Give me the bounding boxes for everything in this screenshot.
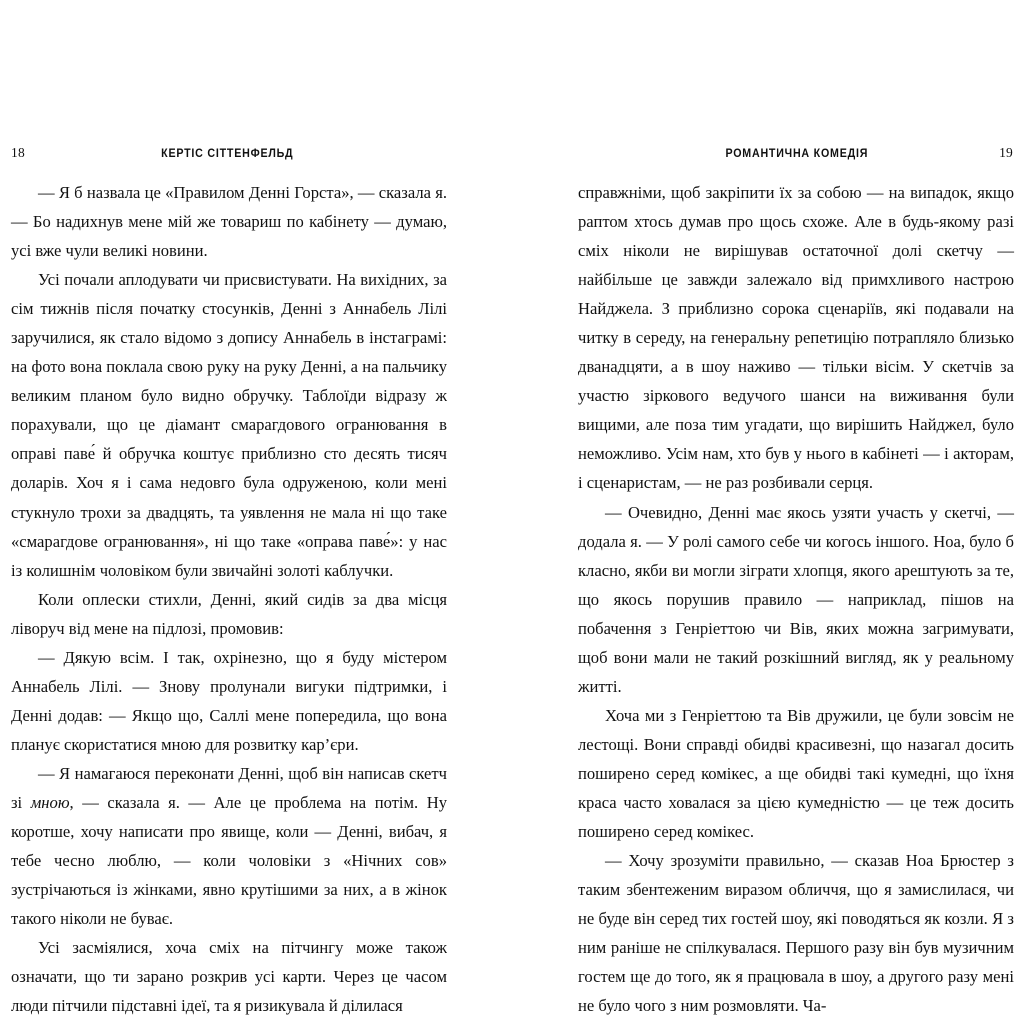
paragraph: Усі засміялися, хоча сміх на пітчингу може також означати, що ти зарано розкрив усі карти. Через це часом люди пітчили підставні ідеї, та я ризикувала й ділилася bbox=[11, 938, 447, 1016]
left-page-running-head-row bbox=[11, 143, 446, 163]
left-page-text-column bbox=[11, 178, 447, 1020]
emphasized-word: мною bbox=[30, 792, 70, 812]
paragraph: — Дякую всім. І так, охрінезно, що я буду містером Аннабель Лілі. — Знову пролунали вигуки підтримки, і Денні додав: — Якщо що, Саллі мене попередила, що вона планує скористатися мною для розвитку кар’єри. bbox=[11, 647, 447, 754]
right-page-running-head-title: РОМАНТИЧНА КОМЕДІЯ bbox=[725, 146, 869, 160]
paragraph: Усі почали аплодувати чи присвистувати. На вихідних, за сім тижнів після початку стосунків, Денні з Аннабель Лілі заручилися, як стало відомо з допису Аннабель в інстаграмі: на фото вона поклала свою руку на руку Денні, а на пальчику великим планом було видно обручку. Таблоїди відразу ж порахували, що це діамант смарагдового огранювання в оправі паве́ й обручка коштує приблизно сто десять тисяч доларів. Хоч я і сама недовго була одруженою, коли мені стукнуло трохи за двадцять, та уявлення не мала ні що таке «смарагдове огранювання», ні що таке «оправа паве́»: у нас із колишнім чоловіком були звичайні золоті каблучки. bbox=[11, 270, 447, 580]
right-page-running-head-row bbox=[578, 143, 1013, 163]
right-page bbox=[512, 0, 1024, 1024]
paragraph: — Я б назвала це «Правилом Денні Горста», — сказала я. — Бо надихнув мене мій же товариш по кабінету — думаю, усі вже чули великі новини. bbox=[11, 183, 447, 261]
paragraph: — Очевидно, Денні має якось узяти участь у скетчі, — додала я. — У ролі самого себе чи когось іншого. Ноа, було б класно, якби ви могли зіграти хлопця, якого арештують за те, що якось порушив правило — наприклад, пішов на побачення з Генріеттою чи Вів, яких можна загримувати, щоб вони мали не такий розкішний вигляд, як у реальному житті. bbox=[578, 502, 1014, 696]
paragraph-continued: справжніми, щоб закріпити їх за собою — на випадок, якщо раптом хтось думав про щось схоже. Але в будь-якому разі сміх ніколи не вирішував остаточної долі скетчу — найбільше це завжди залежало від примхливого настрою Найджела. З приблизно сорока сценаріїв, які подавали на читку в середу, на генеральну репетицію потрапляло близько дванадцяти, а в шоу наживо — тільки вісім. У скетчів за участю зіркового ведучого шанси на виживання були вищими, але поза тим угадати, що вирішить Найджел, було неможливо. Усім нам, хто був у нього в кабінеті — і акторам, і сценаристам, — не раз розбивали серця. bbox=[578, 183, 1014, 493]
paragraph: Коли оплески стихли, Денні, який сидів за два місця ліворуч від мене на підлозі, промовив: bbox=[11, 589, 447, 638]
paragraph: — Хочу зрозуміти правильно, — сказав Ноа Брюстер з таким збентеженим виразом обличчя, що я замислилася, чи не буде він серед тих гостей шоу, які поводяться як козли. Я з ним раніше не спілкувалася. Першого разу він був музичним гостем ще до того, як я працювала в шоу, а другого разу мені не було чого з ним розмовляти. Ча- bbox=[578, 851, 1014, 1016]
paragraph: Хоча ми з Генріеттою та Вів дружили, це були зовсім не лестощі. Вони справді обидві красивезні, що назагал досить поширено серед комікес, а ще обидві такі кумедні, що їхня краса часто ховалася за цією кумедністю — це теж досить поширено серед комікес. bbox=[578, 705, 1014, 842]
paragraph-text-after-italic: , — сказала я. — Але це проблема на потім. Ну коротше, хочу написати про явище, коли — Денні, вибач, я тебе чесно люблю, — коли чоловіки з «Нічних сов» зустрічаються із жінками, явно крутішими за них, а в жінок такого ніколи не буває. bbox=[11, 792, 447, 929]
left-page-running-head-title: КЕРТІС СІТТЕНФЕЛЬД bbox=[161, 146, 294, 160]
right-page-folio: 19 bbox=[999, 145, 1013, 161]
right-page-text-column bbox=[578, 178, 1014, 1020]
paragraph-with-italic bbox=[11, 759, 447, 933]
paragraph-text-before-italic: — Я намагаюся переконати Денні, щоб він написав скетч зі bbox=[11, 763, 447, 812]
left-page-folio: 18 bbox=[11, 145, 25, 161]
